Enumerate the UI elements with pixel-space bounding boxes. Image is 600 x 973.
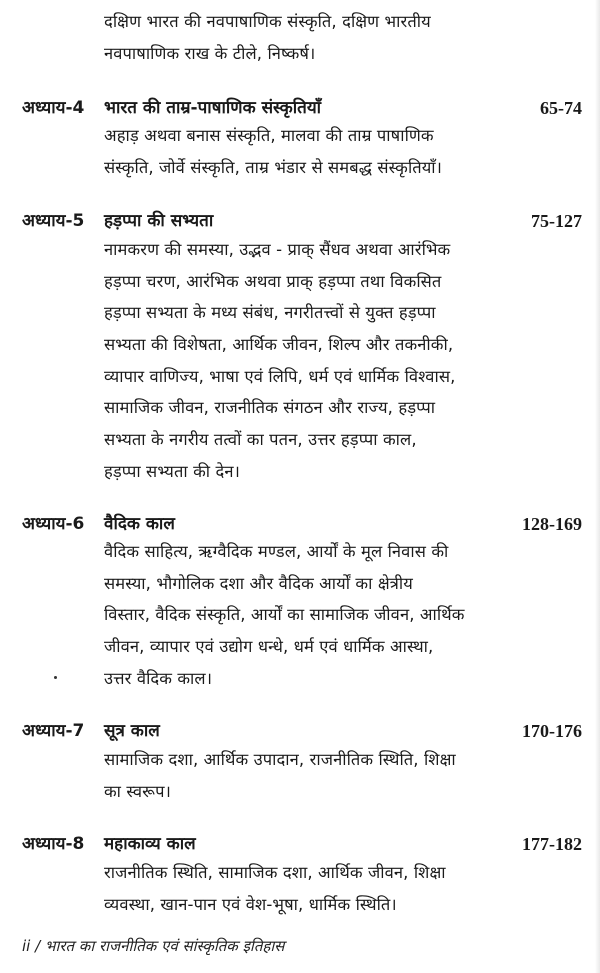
description-line: राजनीतिक स्थिति, सामाजिक दशा, आर्थिक जीवन, शिक्षा (104, 863, 446, 882)
description-line: अहाड़ अथवा बनास संस्कृति, मालवा की ताम्र पाषाणिक (104, 126, 434, 145)
description-line: उत्तर वैदिक काल। (104, 668, 213, 688)
intro-line: नवपाषाणिक राख के टीले, निष्कर्ष। (104, 43, 316, 63)
chapter-description (104, 120, 582, 183)
chapter-description (104, 234, 582, 488)
description-line: सामाजिक दशा, आर्थिक उपादान, राजनीतिक स्थिति, शिक्षा (104, 750, 456, 769)
description-line: व्यापार वाणिज्य, भाषा एवं लिपि, धर्म एवं धार्मिक विश्वास, (104, 366, 456, 386)
description-line: विस्तार, वैदिक संस्कृति, आर्यों का सामाजिक जीवन, आर्थिक (104, 605, 465, 625)
description-line: सभ्यता के नगरीय तत्वों का पतन, उत्तर हड़प्पा काल, (104, 430, 417, 450)
chapter-title: सूत्र काल (104, 721, 160, 741)
chapter-pages: 65-74 (540, 98, 582, 118)
chapter-pages: 75-127 (531, 211, 582, 231)
chapter-label: अध्याय-4 (22, 98, 85, 118)
intro-line: दक्षिण भारत की नवपाषाणिक संस्कृति, दक्षिण भारतीय (104, 12, 431, 31)
chapter-pages: 128-169 (522, 514, 582, 534)
chapter-label: अध्याय-6 (22, 514, 85, 534)
description-line: संस्कृति, जोर्वे संस्कृति, ताम्र भंडार से समबद्ध संस्कृतियाँ। (104, 157, 443, 177)
description-line: समस्या, भौगोलिक दशा और वैदिक आर्यों का क्षेत्रीय (104, 573, 413, 593)
chapter-title: वैदिक काल (104, 514, 175, 534)
description-line: सभ्यता की विशेषता, आर्थिक जीवन, शिल्प और तकनीकी, (104, 335, 454, 355)
chapter-pages: 177-182 (522, 834, 582, 854)
chapter-label: अध्याय-8 (22, 834, 85, 854)
description-line: व्यवस्था, खान-पान एवं वेश-भूषा, धार्मिक स्थिति। (104, 894, 397, 914)
chapter-pages: 170-176 (522, 721, 582, 741)
intro-lines (104, 6, 582, 69)
chapter-description (104, 744, 582, 807)
chapter-description (104, 536, 582, 694)
chapter-label: अध्याय-7 (22, 721, 85, 741)
description-line: वैदिक साहित्य, ऋग्वैदिक मण्डल, आर्यों के मूल निवास की (104, 542, 449, 561)
chapter-title: हड़प्पा की सभ्यता (104, 211, 214, 231)
description-line: हड़प्पा सभ्यता के मध्य संबंध, नगरीतत्त्वों से युक्त हड़प्पा (104, 303, 436, 323)
chapter-description (104, 857, 582, 920)
description-line: हड़प्पा सभ्यता की देन। (104, 461, 240, 481)
description-line: हड़प्पा चरण, आरंभिक अथवा प्राक् हड़प्पा तथा विकसित (104, 271, 442, 291)
page-footer: ii / भारत का राजनीतिक एवं सांस्कृतिक इतिहास (22, 937, 285, 955)
description-line: सामाजिक जीवन, राजनीतिक संगठन और राज्य, हड़प्पा (104, 398, 436, 418)
description-line: का स्वरूप। (104, 781, 171, 801)
chapter-label: अध्याय-5 (22, 211, 85, 231)
chapter-title: भारत की ताम्र-पाषाणिक संस्कृतियाँ (104, 98, 322, 118)
description-line: नामकरण की समस्या, उद्भव - प्राक् सैंधव अथवा आरंभिक (104, 240, 451, 259)
scan-shadow-edge (595, 0, 600, 973)
scan-speck (54, 676, 57, 679)
chapter-title: महाकाव्य काल (104, 834, 196, 854)
description-line: जीवन, व्यापार एवं उद्योग धन्धे, धर्म एवं धार्मिक आस्था, (104, 637, 434, 657)
